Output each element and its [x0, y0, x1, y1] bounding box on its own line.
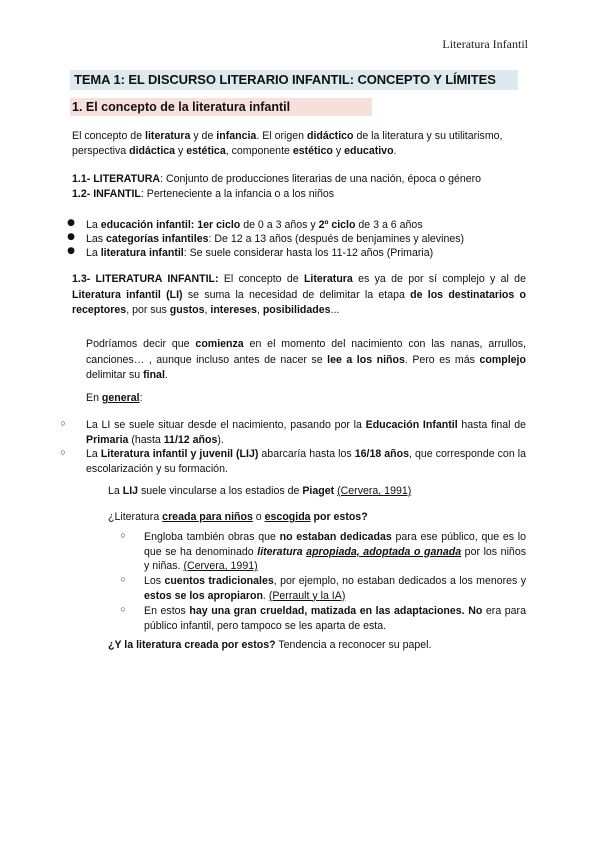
circle-bullet-icon: ○	[60, 418, 66, 428]
list-item: La LI se suele situar desde el nacimiento, pasando por la Educación Infantil hasta final de Primaria (hasta 11/12 años).	[86, 419, 526, 446]
circle-bullet-icon: ○	[120, 604, 126, 614]
circle-bullet-icon: ○	[120, 574, 126, 584]
nested-list-item: Engloba también obras que no estaban dedicadas para ese público, que es lo que se ha denominado literatura apropiada, adoptada o ganada por los niños y niñas. (Cervera, 1991)	[144, 531, 527, 572]
circle-bullet-icon: ○	[60, 447, 66, 457]
citation: (Perrault y la IA)	[268, 589, 346, 602]
nested-list-item: En estos hay una gran crueldad, matizada en las adaptaciones. No era para público infantil, pero tampoco se les aparta de esta.	[144, 605, 526, 632]
intro-paragraph: El concepto de literatura y de infancia. El origen didáctico de la literatura y su utilitarismo, perspectiva didáctica y estética, componente estético y educativo.	[72, 130, 503, 157]
general-label: En general:	[86, 392, 143, 404]
bullet-disc-icon: ●	[67, 232, 75, 242]
list-item: Las categorías infantiles: De 12 a 13 años (después de benjamines y alevines)	[86, 233, 465, 245]
list-item: La educación infantil: 1er ciclo de 0 a 3 años y 2º ciclo de 3 a 6 años	[86, 219, 423, 231]
page-title: TEMA 1: EL DISCURSO LITERARIO INFANTIL: CONCEPTO Y LÍMITES	[70, 70, 518, 90]
nested-list-item: Los cuentos tradicionales, por ejemplo, no estaban dedicados a los menores y estos se los apropiaron. (Perrault y la IA)	[144, 575, 526, 602]
bullet-disc-icon: ●	[67, 218, 75, 228]
running-header: Literatura Infantil	[442, 37, 528, 51]
bullet-disc-icon: ●	[67, 246, 75, 256]
definition-infantil: 1.2- INFANTIL: Perteneciente a la infancia o a los niños	[72, 188, 335, 200]
citation: (Cervera, 1991)	[337, 485, 412, 497]
paragraph-comienzo: Podríamos decir que comienza en el momento del nacimiento con las nanas, arrullos, canciones… , aunque incluso antes de nacer se lee a los niños. Pero es más complejo delimitar su final.	[86, 338, 527, 381]
sub-item-created-by: ¿Y la literatura creada por estos? Tendencia a reconocer su papel.	[108, 639, 432, 651]
sub-item-piaget: La LIJ suele vincularse a los estadios de Piaget (Cervera, 1991)	[108, 485, 412, 497]
list-item: La literatura infantil: Se suele considerar hasta los 11-12 años (Primaria)	[86, 247, 434, 259]
citation: (Cervera, 1991)	[183, 560, 258, 572]
section-heading: 1. El concepto de la literatura infantil	[70, 98, 372, 116]
list-item: La Literatura infantil y juvenil (LIJ) abarcaría hasta los 16/18 años, que corresponde con la escolarización y su formación.	[86, 448, 526, 475]
definition-literatura-infantil: 1.3- LITERATURA INFANTIL: El concepto de Literatura es ya de por sí complejo y al de Literatura infantil (LI) se suma la necesidad de delimitar la etapa de los destinatarios o receptores, por sus gustos, intereses, posibilidades...	[72, 273, 526, 316]
circle-bullet-icon: ○	[120, 530, 126, 540]
sub-item-question: ¿Literatura creada para niños o escogida por estos?	[108, 511, 368, 523]
definition-literatura: 1.1- LITERATURA: Conjunto de producciones literarias de una nación, época o género	[72, 173, 482, 185]
